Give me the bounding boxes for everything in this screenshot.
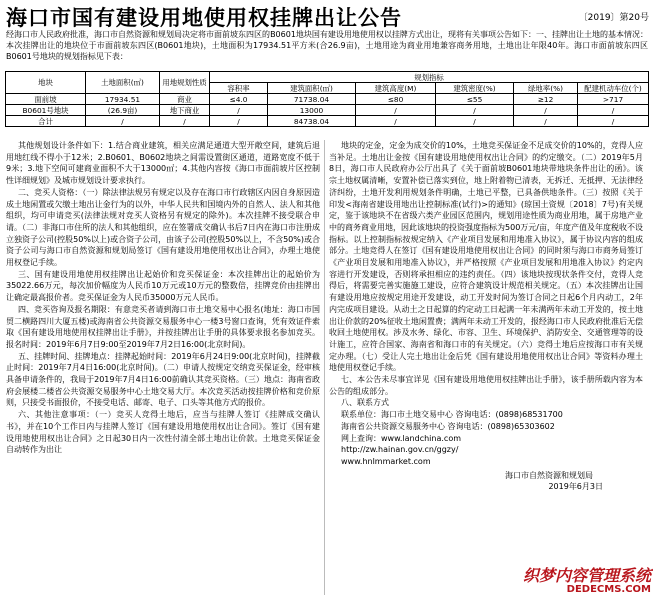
table-header-cell: 建筑高度(M)	[356, 83, 436, 94]
planning-indicator-table	[5, 71, 649, 127]
table-cell: 13000	[268, 105, 356, 116]
paragraph: 三、国有建设用地使用权挂牌出让起始价和竞买保证金：本次挂牌出让的起始价为35022.66万元，每次加价幅度为人民币10万元或10万元的整数倍，挂牌竞价由挂牌出让确定最高报价者。竞买保证金为人民币35000万元人民币。	[6, 269, 320, 303]
paragraph: 五、挂牌时间、挂牌地点：挂牌起始时间：2019年6月24日9:00(北京时间)，挂牌截止时间：2019年7月4日16:00(北京时间)。（二）申请人按规定交纳竞买保证金，经审核具备申请条件的，我局于2019年7月4日16:00前确认其竞买资格。（三）地点：海南省政府会展楼二楼省公共资源交易服务中心土地交易大厅。本次竞买活动按挂牌价格和竞价原则，只接受书面报价，不接受电话、邮寄、电子、口头等其他方式的报价。	[6, 351, 320, 408]
section-heading: 八、联系方式	[341, 398, 389, 408]
left-column	[6, 140, 320, 595]
table-cell: 84738.04	[268, 116, 356, 127]
table-cell: 地下商业	[160, 105, 210, 116]
table-cell: B0601号地块	[6, 105, 86, 116]
contact-line: 网上查询：www.landchina.com	[341, 433, 462, 443]
table-cell: 71738.04	[268, 94, 356, 105]
issuer: 海口市自然资源和规划局	[505, 470, 593, 480]
table-header-cell: 规划指标	[210, 72, 649, 83]
intro-paragraph	[6, 29, 648, 62]
table-cell: >717	[578, 94, 649, 105]
table-header-cell: 土地面积(㎡)	[86, 72, 160, 94]
table-cell: /	[210, 105, 268, 116]
contact-line: 海南省公共资源交易服务中心 咨询电话：(0898)65303602	[341, 421, 555, 431]
table-cell: 合计	[6, 116, 86, 127]
table-row	[6, 94, 649, 105]
body-columns	[6, 140, 648, 595]
paragraph: 七、本公告未尽事宜详见《国有建设用地使用权挂牌出让手册》，该手册所载内容为本公告的组成部分。	[329, 375, 643, 396]
column-divider	[324, 140, 325, 595]
notice-number: 〔2019〕第20号	[578, 13, 649, 23]
table-cell: /	[86, 116, 160, 127]
intro-text: 经海口市人民政府批准，海口市自然资源和规划局决定将市面前坡东四区的B0601地块国有建设用地使用权以挂牌方式出让，现将有关事项公告如下：一、挂牌出让土地的基本情况：本次挂牌出让的地块位于市面前坡东四区(B0601地块)，土地面积为17934.51平方米(合26.9亩)，土地用途为商业用地兼容商务用地，土地出让年限40年。海口市面前坡东四区B0601号地块的规划指标见下表：	[6, 30, 648, 61]
table-cell: /	[210, 116, 268, 127]
table-cell: ≤4.0	[210, 94, 268, 105]
table-cell: /	[514, 116, 578, 127]
watermark-subtext: DEDECMS.COM	[566, 584, 651, 595]
table-cell: (26.9亩)	[86, 105, 160, 116]
table-header-row	[6, 72, 649, 83]
right-column	[329, 140, 643, 595]
paragraph: 其他规划设计条件如下：1.结合商业建筑，相关应满足通道大型开敞空间，建筑后退用地红线不得小于12米；2.B0601、B0602地块之间需设置街区通道，道路宽度不低于9米；3.地下空间可建商业面积不大于13000㎡；4.其他内容按《海口市面前坡片区控制性详细规划》及城市规划设计要求执行。	[6, 141, 320, 186]
table-cell: /	[356, 105, 436, 116]
table-header-cell: 容积率	[210, 83, 268, 94]
issue-date: 2019年6月3日	[548, 482, 603, 492]
paragraph: 地块的定金，定金为成交价的10%，土地竞买保证金不足成交价的10%的，竞得人应当补足。土地出让金按《国有建设用地使用权出让合同》的约定缴交。（二）2019年5月8日，海口市人民政府办公厅出具了《关于面前坡B0601地块带地块条件出让的函》。该宗土地权属清晰，安置补偿已落实到位，地上附着物已清表，无拆迁、无抵押、无法律经济纠纷，土地开发利用规划条件明确，土地已平整，已具备供地条件。（三）按照《关于印发<海南省建设用地出让控制标准(试行)>的通知》(琼国土资规〔2018〕7号)有关规定，鉴于该地块不在省级六类产业园区范围内，规划用途性质为商业用地，属于房地产业中的商务商业用地，因此该地块的投资强度指标为500万元/亩，年度产值及年度税收不设指标。以上控制指标按规定纳入《产业项目发展和用地准入协议》，属于协议内容的组成部分。土地竞得人在签订《国有建设用地使用权出让合同》的同时须与海口市商务局签订《产业项目发展和用地准入协议》，并严格按照《产业项目发展和用地准入协议》约定内容进行开发建设，否则将承担相应的违约责任。（四）该地块按现状条件交付，竞得人竞得后，将需要完善实施施工建设，应符合建筑设计规范相关规定。（五）本次挂牌出让国有建设用地应按规定用途开发建设，动工开发时间为签订合同之日起6个月内动工，2年内完成项目建设。从动土之日起算的约定动工日起满一年未满两年未动工开发的，按土地出让价款的20%征收土地闲置费；满两年未动工开发的，报经海口市人民政府批准后无偿收回土地使用权。涉及水务、绿化、市容、卫生、环境保护、消防安全、交通管理等的设计施工，应符合国家、海南省和海口市的有关规定。（六）竞得土地后应按海口市有关规定办理。（七）受让人完土地出让金后凭《国有建设用地使用权出让合同》等资料办理土地使用权登记手续。	[329, 141, 643, 373]
table-cell: 17934.51	[86, 94, 160, 105]
table-cell: ≤55	[436, 94, 514, 105]
table-cell: /	[160, 116, 210, 127]
contact-line: www.hnlmmarket.com	[341, 456, 431, 466]
watermark-logo	[523, 567, 651, 595]
table-cell: 商业	[160, 94, 210, 105]
contact-block	[329, 409, 643, 468]
paragraph: 六、其他注意事项：（一）竞买人竞得土地后，应当与挂牌人签订《挂牌成交确认书》，并在10个工作日内与挂牌人签订《国有建设用地使用权出让合同》。签订《国有建设用地使用权出让合同》之日起30日内一次性付清全部土地出让价款。土地竞买保证金自动转作为出让	[6, 410, 320, 455]
table-header-cell: 建筑面积(㎡)	[268, 83, 356, 94]
contact-line: 联系单位：海口市土地交易中心 咨询电话：(0898)68531700	[341, 410, 563, 420]
table-header-cell: 绿地率(%)	[514, 83, 578, 94]
table-header-cell: 地块	[6, 72, 86, 94]
table-cell: /	[436, 105, 514, 116]
paragraph: 四、竞买咨询及报名期限：有意竞买者请到海口市土地交易中心报名(地址：海口市国贸二横路四川大厦五楼)或海南省公共资源交易服务中心一楼3号窗口查询，凭有效证件索取《国有建设用地使用权挂牌出让手册》，并按挂牌出让手册的具体要求报名参加竞买。报名时间：2019年6月7日9:00至2019年7月2日16:00(北京时间)。	[6, 304, 320, 349]
table-cell: /	[356, 116, 436, 127]
table-cell: 面前坡	[6, 94, 86, 105]
table-header-cell: 用地规划性质	[160, 72, 210, 94]
paragraph: 二、竞买人资格：（一）除法律法规另有规定以及存在海口市行政辖区内因自身原因造成土地闲置或欠缴土地出让金行为的以外，中华人民共和国境内外的自然人、法人和其他组织，均可申请竞买(法律法规对竞买人资格另有规定的除外)。本次挂牌不接受联合申请。（二）非海口市住所的法人和其他组织，应在签署成交确认书后7日内在海口市注册成立独资子公司(控股50%以上)或合资子公司，由该子公司(控股50%以上，不含50%)或合资子公司与海口市自然资源和规划局签订《国有建设用地使用权出让合同》，办理土地使用权登记手续。	[6, 187, 320, 268]
contact-line: http://zw.hainan.gov.cn/ggzy/	[341, 445, 459, 455]
table-cell: ≤80	[356, 94, 436, 105]
table-cell: /	[436, 116, 514, 127]
page-title: 海口市国有建设用地使用权挂牌出让公告	[6, 6, 402, 30]
table-cell: /	[514, 105, 578, 116]
table-row	[6, 105, 649, 116]
table-header-cell: 配建机动车位(个)	[578, 83, 649, 94]
table-cell: /	[578, 105, 649, 116]
table-cell: /	[578, 116, 649, 127]
table-header-cell: 建筑密度(%)	[436, 83, 514, 94]
table-cell: ≥12	[514, 94, 578, 105]
table-row	[6, 116, 649, 127]
watermark-text: 织梦内容管理系统	[522, 566, 651, 585]
